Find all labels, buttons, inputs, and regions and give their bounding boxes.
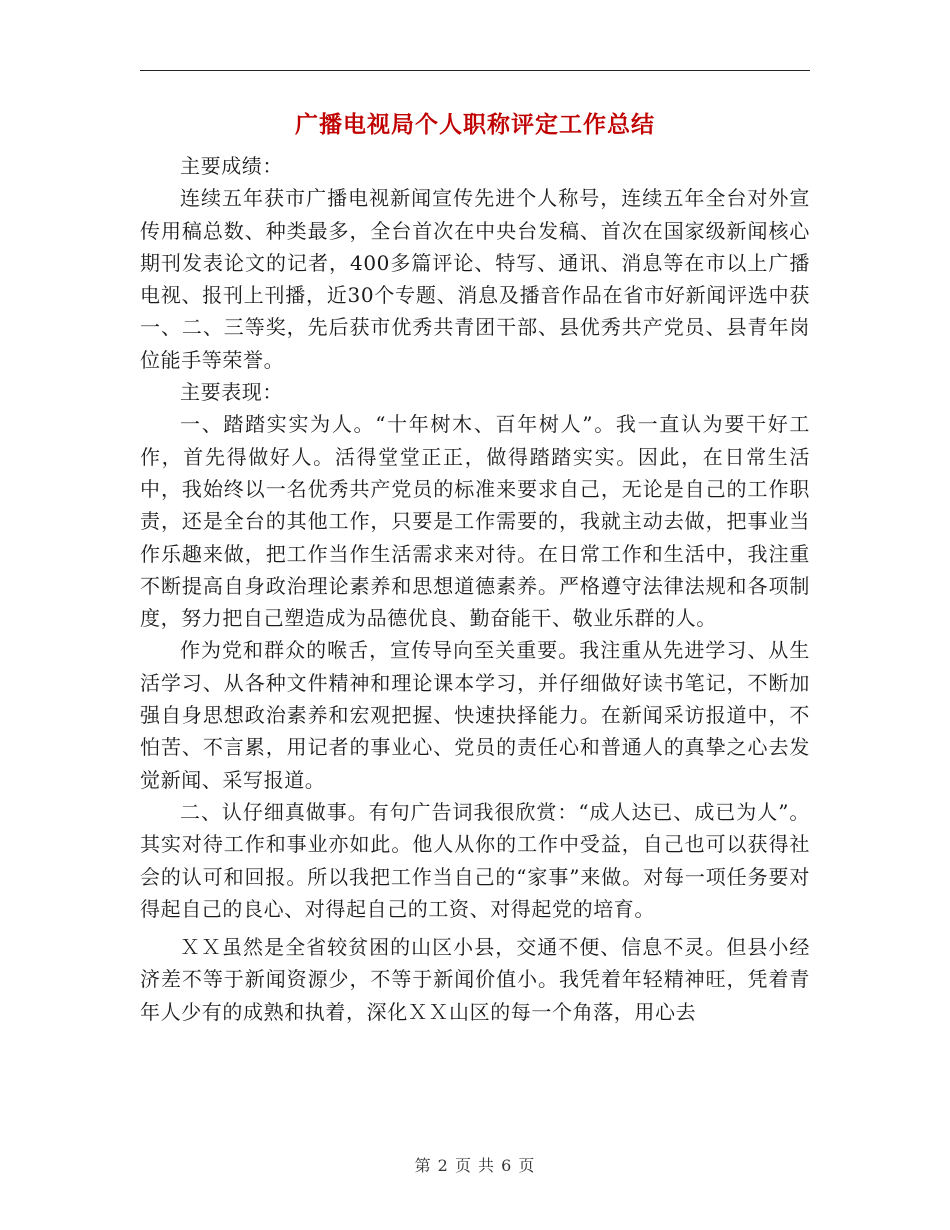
paragraph-section-two: 二、认仔细真做事。有句广告词我很欣赏：“成人达已、成已为人”。其实对待工作和事业亦如此。他人从你的工作中受益，自己也可以获得社会的认可和回报。所以我把工作当自己的“家事”来做。对每一项任务要对得起自己的良心、对得起自己的工资、对得起党的培育。 — [140, 799, 810, 921]
document-title: 广播电视局个人职称评定工作总结 — [295, 111, 655, 138]
paragraph-section-one: 一、踏踏实实为人。“十年树木、百年树人”。我一直认为要干好工作，首先得做好人。活得堂堂正正，做得踏踏实实。因此，在日常生活中，我始终以一名优秀共产党员的标准来要求自己，无论是自己的工作职责，还是全台的其他工作，只要是工作需要的，我就主动去做，把事业当作乐趣来做，把工作当作生活需求来对待。在日常工作和生活中，我注重不断提高自身政治理论素养和思想道德素养。严格遵守法律法规和各项制度，努力把自己塑造成为品德优良、勤奋能干、敬业乐群的人。 — [140, 412, 810, 631]
paragraph-main-performance-heading: 主要表现： — [180, 380, 283, 405]
paragraph-mouthpiece: 作为党和群众的喉舌，宣传导向至关重要。我注重从先进学习、从生活学习、从各种文件精神和理论课本学习，并仔细做好读书笔记，不断加强自身思想政治素养和宏观把握、快速抉择能力。在新闻采访报道中，不怕苦、不言累，用记者的事业心、党员的责任心和普通人的真挚之心去发觉新闻、采写报道。 — [140, 638, 810, 792]
document-body — [140, 150, 810, 1028]
header-rule — [140, 70, 810, 71]
paragraph-main-achievements-heading: 主要成绩： — [180, 154, 283, 178]
page-number: 第 2 页 共 6 页 — [414, 1156, 536, 1175]
paragraph-achievements: 连续五年获市广播电视新闻宣传先进个人称号，连续五年全台对外宣传用稿总数、种类最多，全台首次在中央台发稿、首次在国家级新闻核心期刊发表论文的记者，400多篇评论、特写、通讯、消息等在市以上广播电视、报刊上刊播，近30个专题、消息及播音作品在省市好新闻评选中获一、二、三等奖，先后获市优秀共青团干部、县优秀共产党员、县青年岗位能手等荣誉。 — [140, 186, 810, 372]
paragraph-county: ＸＸ虽然是全省较贫困的山区小县，交通不便、信息不灵。但县小经济差不等于新闻资源少，不等于新闻价值小。我凭着年轻精神旺，凭着青年人少有的成熟和执着，深化ＸＸ山区的每一个角落，用心去 — [140, 935, 810, 1024]
